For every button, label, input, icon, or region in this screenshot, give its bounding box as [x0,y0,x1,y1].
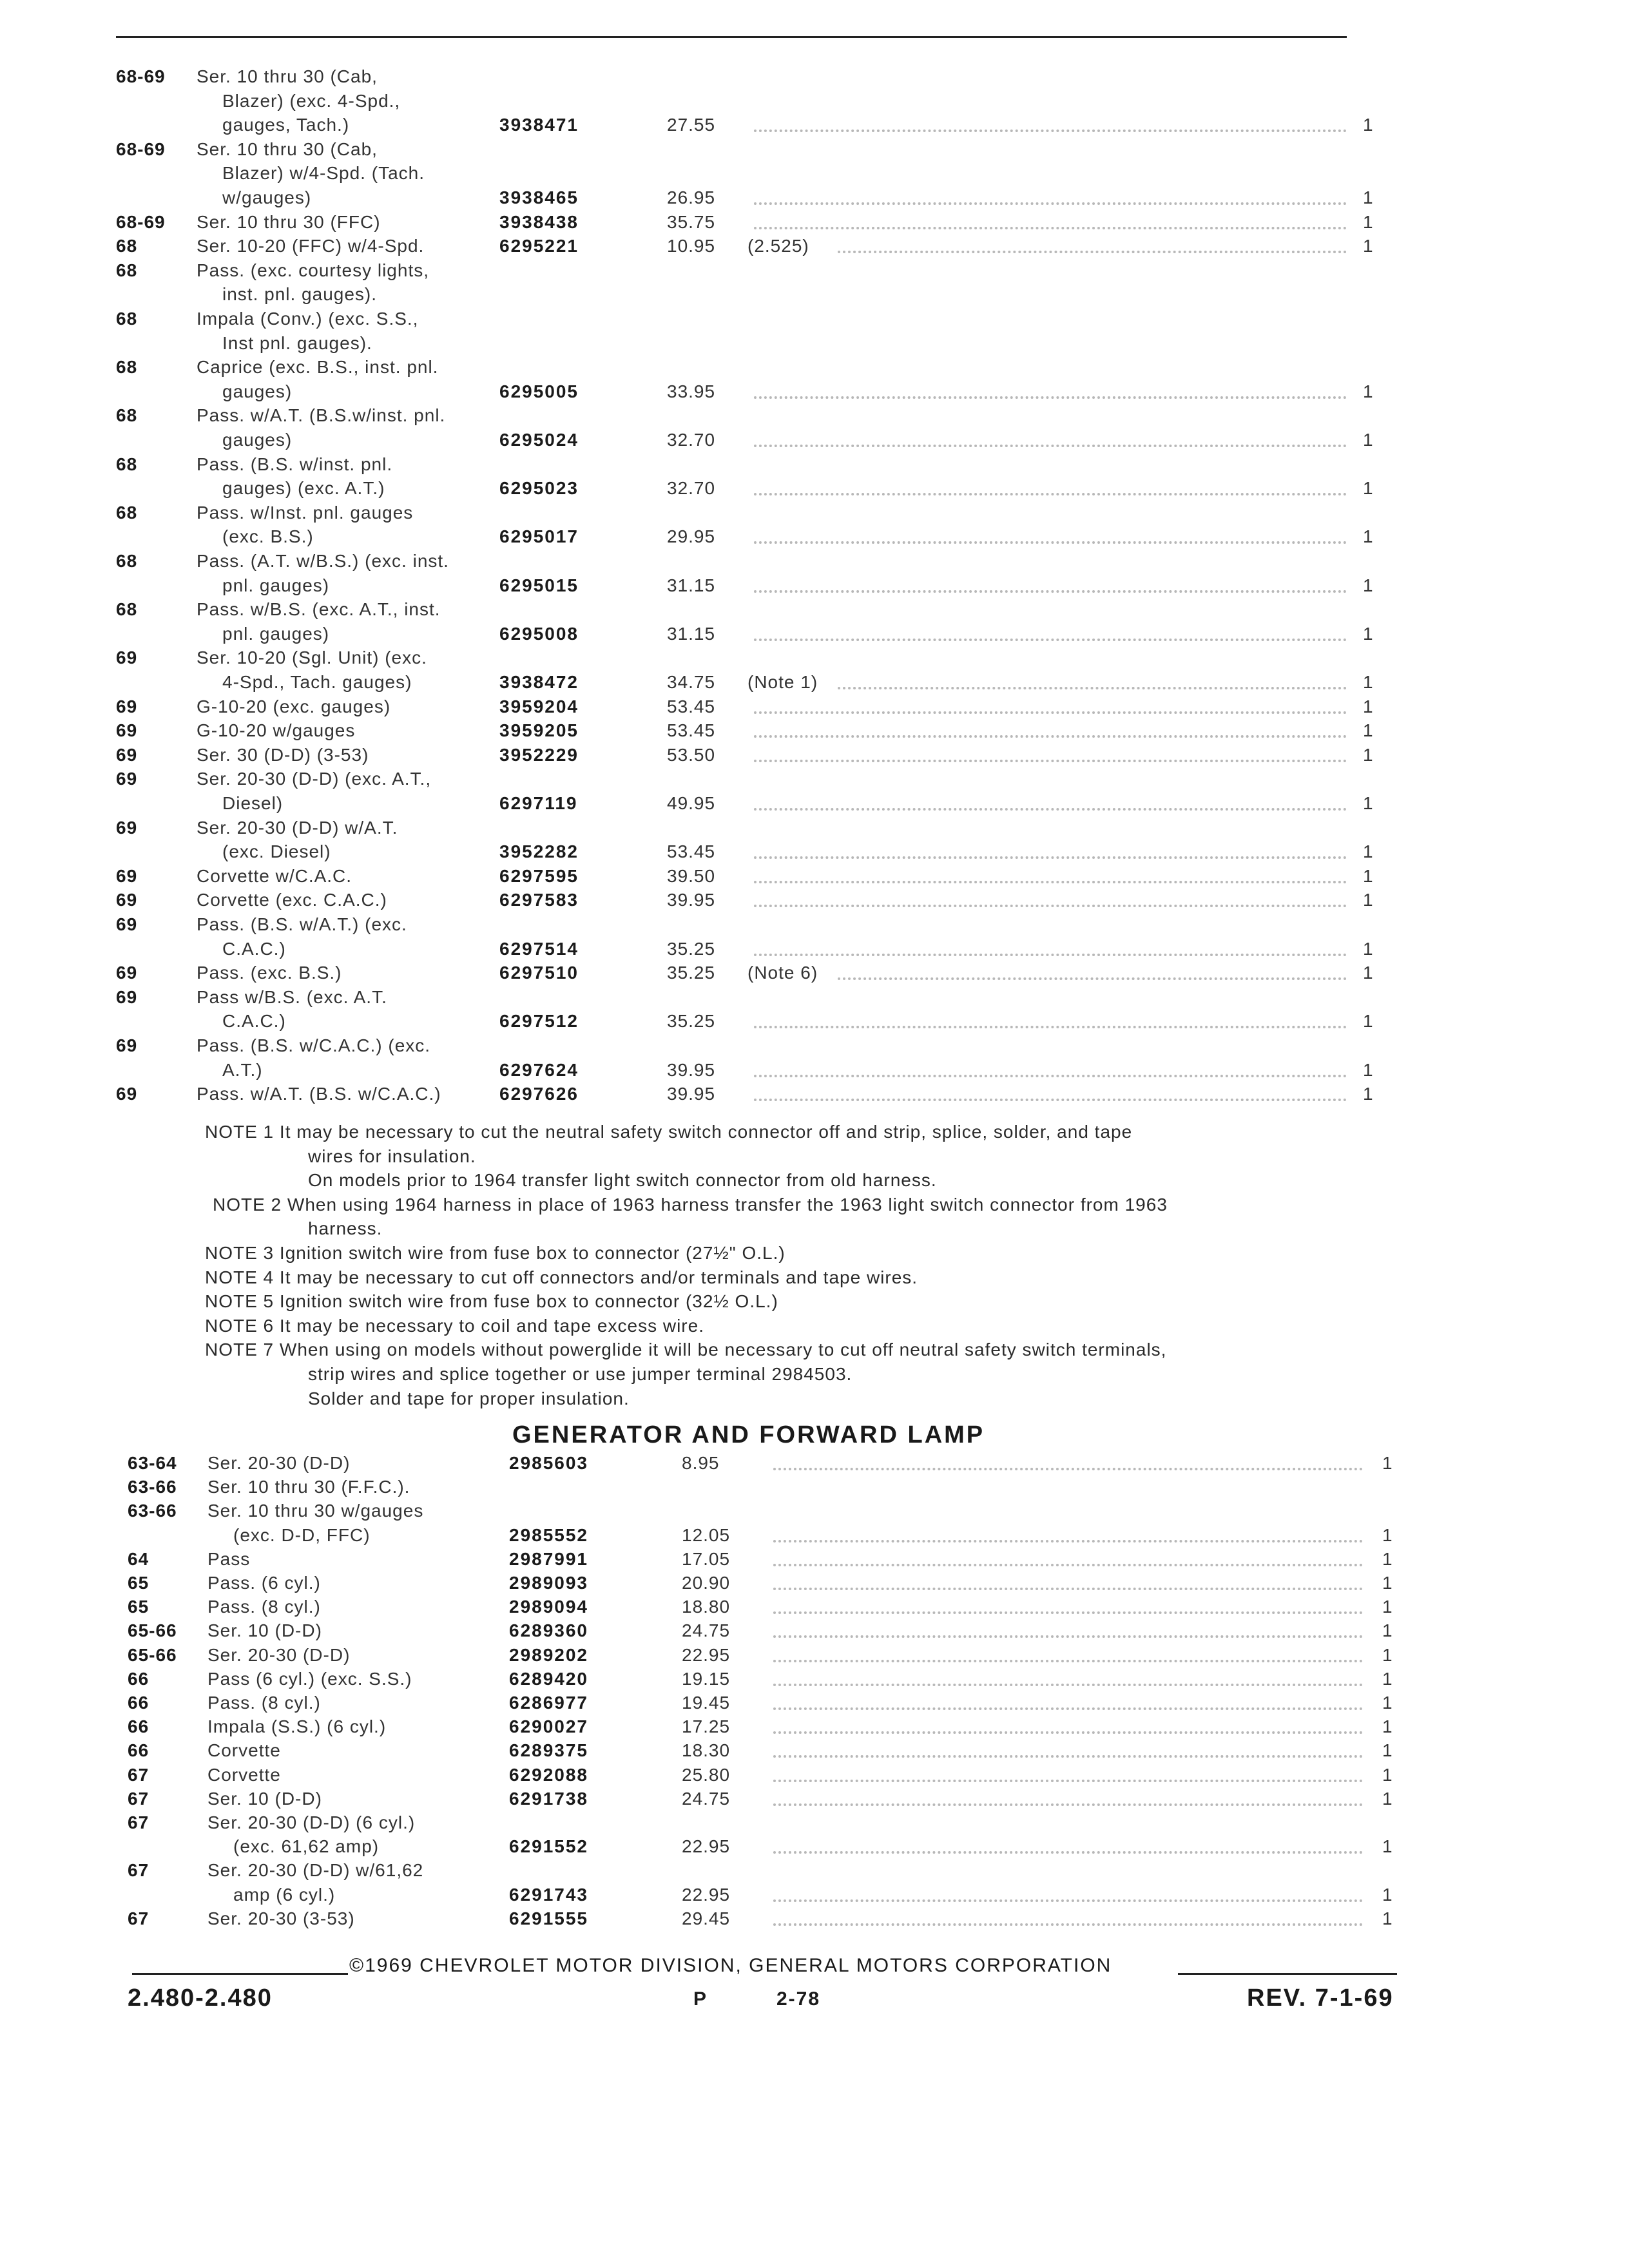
part-number: 6295024 [499,430,579,450]
part-number: 6295017 [499,526,579,547]
model-year: 69 [116,648,138,668]
reference-note: (Note 1) [747,672,818,692]
model-year: 67 [128,1908,149,1928]
quantity: 1 [1363,890,1373,910]
quantity: 1 [1382,1740,1393,1761]
top-rule [116,36,1347,38]
quantity: 1 [1382,1836,1393,1857]
page-number: 2-78 [776,1988,821,2010]
model-year: 68-69 [116,66,166,86]
leader-dots [754,1075,1347,1077]
part-number: 6292088 [509,1764,589,1785]
list-price: 22.95 [682,1836,731,1857]
quantity: 1 [1363,115,1373,135]
list-price: 53.50 [667,744,716,765]
application-text: C.A.C.) [222,1011,286,1032]
application-text: Ser. 30 (D-D) (3-53) [197,744,369,765]
list-price: 49.95 [667,793,716,813]
application-text: Ser. 10-20 (Sgl. Unit) (exc. [197,648,427,668]
part-number: 3959204 [499,696,579,716]
application-text: Corvette (exc. C.A.C.) [197,890,387,910]
leader-dots [754,1099,1347,1101]
application-text: pnl. gauges) [222,623,330,644]
list-price: 18.30 [682,1740,731,1761]
part-number: 6295005 [499,381,579,401]
list-price: 29.95 [667,526,716,547]
model-year: 63-66 [128,1477,177,1497]
footer-rule-right [1178,1973,1397,1975]
leader-dots [754,639,1347,641]
part-number: 2985552 [509,1524,589,1545]
model-year: 68 [116,236,138,256]
part-number: 3952229 [499,744,579,765]
part-number: 3938438 [499,211,579,232]
leader-dots [773,1707,1363,1710]
application-text: Ser. 10 thru 30 (F.F.C.). [207,1477,410,1497]
quantity: 1 [1363,430,1373,450]
quantity: 1 [1363,526,1373,547]
list-price: 35.25 [667,1011,716,1032]
reference-note: (2.525) [747,236,809,256]
model-year: 65 [128,1573,149,1593]
list-price: 53.45 [667,841,716,862]
application-text: Pass. w/A.T. (B.S.w/inst. pnl. [197,405,446,426]
model-year: 69 [116,720,138,741]
model-year: 66 [128,1693,149,1713]
model-year: 69 [116,890,138,910]
application-text: Pass [207,1548,251,1569]
part-number: 3938471 [499,115,579,135]
list-price: 19.45 [682,1693,731,1713]
model-year: 68 [116,357,138,378]
model-year: 69 [116,1084,138,1104]
quantity: 1 [1363,1084,1373,1104]
application-text: Ser. 10 thru 30 (Cab, [197,139,378,159]
part-number: 6291743 [509,1884,589,1905]
application-text: w/gauges) [222,187,312,207]
quantity: 1 [1363,236,1373,256]
model-year: 68-69 [116,139,166,159]
application-text: G-10-20 w/gauges [197,720,356,741]
application-text: Pass. (B.S. w/inst. pnl. [197,454,393,474]
quantity: 1 [1382,1764,1393,1785]
part-number: 3952282 [499,841,579,862]
model-year: 69 [116,696,138,716]
part-number: 6291552 [509,1836,589,1857]
part-number: 2989094 [509,1597,589,1617]
application-text: Ser. 10 thru 30 (Cab, [197,66,378,86]
list-price: 19.15 [682,1668,731,1689]
part-number: 6290027 [509,1716,589,1737]
part-number: 2985603 [509,1453,589,1473]
application-text: gauges) (exc. A.T.) [222,478,385,499]
part-number: 6295015 [499,575,579,595]
list-price: 31.15 [667,623,716,644]
application-text: inst. pnl. gauges). [222,284,378,305]
leader-dots [754,493,1347,495]
note-line: wires for insulation. [308,1146,476,1166]
application-text: gauges) [222,381,293,401]
application-text: Ser. 20-30 (3-53) [207,1908,355,1928]
leader-dots [838,251,1347,253]
model-year: 63-64 [128,1453,177,1473]
list-price: 53.45 [667,720,716,741]
note-line: NOTE 5 Ignition switch wire from fuse box to connector (32½ O.L.) [205,1291,778,1312]
quantity: 1 [1363,938,1373,959]
list-price: 32.70 [667,478,716,499]
leader-dots [754,445,1347,447]
quantity: 1 [1363,720,1373,741]
model-year: 68 [116,260,138,280]
list-price: 20.90 [682,1573,731,1593]
application-text: amp (6 cyl.) [233,1884,336,1905]
application-text: Blazer) (exc. 4-Spd., [222,90,401,111]
model-year: 67 [128,1764,149,1785]
leader-dots [754,905,1347,907]
part-number: 6297626 [499,1084,579,1104]
part-number: 6289375 [509,1740,589,1761]
leader-dots [773,1660,1363,1662]
page-label: P [693,1988,708,2010]
leader-dots [773,1780,1363,1782]
application-text: Pass. (8 cyl.) [207,1693,321,1713]
application-text: G-10-20 (exc. gauges) [197,696,391,716]
leader-dots [754,735,1347,738]
part-number: 6295008 [499,623,579,644]
model-year: 68 [116,502,138,523]
note-line: harness. [308,1218,383,1239]
model-year: 65-66 [128,1620,177,1641]
list-price: 35.75 [667,211,716,232]
leader-dots [754,202,1347,205]
model-year: 64 [128,1548,149,1569]
list-price: 35.25 [667,963,716,983]
application-text: Pass. (exc. courtesy lights, [197,260,430,280]
list-price: 18.80 [682,1597,731,1617]
application-text: Diesel) [222,793,284,813]
model-year: 67 [128,1812,149,1832]
quantity: 1 [1363,793,1373,813]
application-text: Pass. (exc. B.S.) [197,963,342,983]
leader-dots [773,1731,1363,1734]
list-price: 39.95 [667,1059,716,1080]
leader-dots [754,590,1347,593]
application-text: (exc. 61,62 amp) [233,1836,380,1857]
quantity: 1 [1363,841,1373,862]
application-text: Ser. 20-30 (D-D) [207,1453,351,1473]
model-year: 65 [128,1597,149,1617]
model-year: 68 [116,405,138,426]
application-text: (exc. D-D, FFC) [233,1524,371,1545]
list-price: 34.75 [667,672,716,692]
list-price: 24.75 [682,1788,731,1809]
quantity: 1 [1382,1548,1393,1569]
list-price: 31.15 [667,575,716,595]
list-price: 35.25 [667,938,716,959]
part-number: 6297583 [499,890,579,910]
application-text: A.T.) [222,1059,263,1080]
list-price: 53.45 [667,696,716,716]
model-year: 69 [116,1035,138,1055]
leader-dots [773,1588,1363,1590]
application-text: Pass. w/Inst. pnl. gauges [197,502,414,523]
application-text: gauges, Tach.) [222,115,350,135]
note-line: On models prior to 1964 transfer light switch connector from old harness. [308,1170,937,1191]
leader-dots [754,808,1347,811]
application-text: Ser. 10 thru 30 w/gauges [207,1501,424,1521]
quantity: 1 [1363,381,1373,401]
model-year: 68 [116,599,138,620]
part-number: 6289420 [509,1668,589,1689]
application-text: C.A.C.) [222,938,286,959]
application-text: Corvette [207,1740,281,1761]
application-text: pnl. gauges) [222,575,330,595]
quantity: 1 [1382,1453,1393,1473]
part-number: 6295023 [499,478,579,499]
part-number: 2989093 [509,1573,589,1593]
quantity: 1 [1382,1597,1393,1617]
list-price: 32.70 [667,430,716,450]
list-price: 22.95 [682,1884,731,1905]
application-text: Inst pnl. gauges). [222,332,372,353]
leader-dots [754,711,1347,714]
quantity: 1 [1363,187,1373,207]
leader-dots [773,1635,1363,1638]
list-price: 39.95 [667,1084,716,1104]
note-line: strip wires and splice together or use jumper terminal 2984503. [308,1364,853,1384]
application-text: Ser. 20-30 (D-D) (6 cyl.) [207,1812,416,1832]
application-text: Ser. 10 (D-D) [207,1620,322,1641]
model-year: 68 [116,551,138,571]
leader-dots [754,856,1347,859]
quantity: 1 [1363,672,1373,692]
part-number: 6286977 [509,1693,589,1713]
application-text: Corvette w/C.A.C. [197,865,352,886]
quantity: 1 [1363,1059,1373,1080]
model-year: 66 [128,1716,149,1737]
part-number: 6297624 [499,1059,579,1080]
part-number: 6297512 [499,1011,579,1032]
note-line: NOTE 1 It may be necessary to cut the neutral safety switch connector off and strip, splice, solder, and tape [205,1122,1133,1142]
model-year: 69 [116,769,138,789]
leader-dots [773,1755,1363,1758]
application-text: 4-Spd., Tach. gauges) [222,672,412,692]
application-text: Pass. (B.S. w/C.A.C.) (exc. [197,1035,431,1055]
application-text: Blazer) w/4-Spd. (Tach. [222,163,425,184]
model-year: 63-66 [128,1501,177,1521]
quantity: 1 [1382,1620,1393,1641]
leader-dots [773,1611,1363,1614]
leader-dots [754,881,1347,883]
reference-note: (Note 6) [747,963,818,983]
leader-dots [754,541,1347,544]
leader-dots [754,760,1347,762]
model-year: 69 [116,963,138,983]
application-text: Impala (S.S.) (6 cyl.) [207,1716,387,1737]
quantity: 1 [1363,1011,1373,1032]
quantity: 1 [1382,1716,1393,1737]
footer-rule-left [132,1973,348,1975]
model-year: 69 [116,986,138,1007]
model-year: 68 [116,454,138,474]
list-price: 26.95 [667,187,716,207]
note-line: NOTE 6 It may be necessary to coil and tape excess wire. [205,1315,704,1336]
quantity: 1 [1363,211,1373,232]
list-price: 25.80 [682,1764,731,1785]
model-year: 65-66 [128,1644,177,1665]
model-year: 69 [116,744,138,765]
list-price: 29.45 [682,1908,731,1928]
application-text: Impala (Conv.) (exc. S.S., [197,309,419,329]
list-price: 10.95 [667,236,716,256]
application-text: Pass (6 cyl.) (exc. S.S.) [207,1668,412,1689]
note-line: NOTE 3 Ignition switch wire from fuse box to connector (27½" O.L.) [205,1243,786,1263]
quantity: 1 [1382,1524,1393,1545]
application-text: Corvette [207,1764,281,1785]
group-number: 2.480-2.480 [128,1984,273,2012]
note-line: Solder and tape for proper insulation. [308,1388,630,1408]
part-number: 6295221 [499,236,579,256]
application-text: Pass w/B.S. (exc. A.T. [197,986,387,1007]
list-price: 39.50 [667,865,716,886]
leader-dots [773,1540,1363,1542]
list-price: 17.25 [682,1716,731,1737]
application-text: Ser. 20-30 (D-D) [207,1644,351,1665]
part-number: 6291738 [509,1788,589,1809]
quantity: 1 [1363,478,1373,499]
part-number: 6289360 [509,1620,589,1641]
leader-dots [838,977,1347,980]
application-text: Ser. 20-30 (D-D) (exc. A.T., [197,769,432,789]
list-price: 33.95 [667,381,716,401]
application-text: Pass. (6 cyl.) [207,1573,321,1593]
part-number: 2989202 [509,1644,589,1665]
quantity: 1 [1363,865,1373,886]
part-number: 3938472 [499,672,579,692]
quantity: 1 [1382,1693,1393,1713]
leader-dots [773,1564,1363,1566]
application-text: Ser. 20-30 (D-D) w/61,62 [207,1860,424,1881]
note-line: NOTE 4 It may be necessary to cut off connectors and/or terminals and tape wires. [205,1267,918,1287]
list-price: 24.75 [682,1620,731,1641]
quantity: 1 [1363,623,1373,644]
part-number: 3938465 [499,187,579,207]
leader-dots [773,1923,1363,1926]
quantity: 1 [1363,963,1373,983]
application-text: Ser. 10-20 (FFC) w/4-Spd. [197,236,425,256]
leader-dots [754,954,1347,956]
section-heading: GENERATOR AND FORWARD LAMP [512,1421,985,1448]
application-text: (exc. B.S.) [222,526,314,547]
part-number: 2987991 [509,1548,589,1569]
model-year: 66 [128,1668,149,1689]
model-year: 68 [116,309,138,329]
leader-dots [754,130,1347,132]
application-text: Ser. 20-30 (D-D) w/A.T. [197,817,398,838]
leader-dots [754,227,1347,229]
model-year: 69 [116,817,138,838]
quantity: 1 [1382,1788,1393,1809]
application-text: Pass. (B.S. w/A.T.) (exc. [197,914,407,934]
leader-dots [754,396,1347,399]
application-text: Pass. w/B.S. (exc. A.T., inst. [197,599,441,620]
application-text: Ser. 10 thru 30 (FFC) [197,211,381,232]
quantity: 1 [1363,696,1373,716]
quantity: 1 [1382,1908,1393,1928]
application-text: Ser. 10 (D-D) [207,1788,322,1809]
application-text: Pass. (8 cyl.) [207,1597,321,1617]
leader-dots [773,1468,1363,1470]
leader-dots [754,1026,1347,1028]
part-number: 6291555 [509,1908,589,1928]
application-text: gauges) [222,430,293,450]
model-year: 67 [128,1860,149,1881]
copyright-text: ©1969 CHEVROLET MOTOR DIVISION, GENERAL MOTORS CORPORATION [349,1955,1112,1976]
list-price: 22.95 [682,1644,731,1665]
list-price: 39.95 [667,890,716,910]
leader-dots [773,1803,1363,1806]
application-text: (exc. Diesel) [222,841,331,862]
quantity: 1 [1382,1573,1393,1593]
part-number: 3959205 [499,720,579,741]
list-price: 12.05 [682,1524,731,1545]
quantity: 1 [1382,1884,1393,1905]
leader-dots [773,1851,1363,1854]
application-text: Pass. (A.T. w/B.S.) (exc. inst. [197,551,449,571]
part-number: 6297119 [499,793,578,813]
quantity: 1 [1382,1668,1393,1689]
leader-dots [838,687,1347,689]
model-year: 69 [116,865,138,886]
list-price: 8.95 [682,1453,720,1473]
model-year: 67 [128,1788,149,1809]
leader-dots [773,1899,1363,1902]
part-number: 6297595 [499,865,579,886]
model-year: 68-69 [116,211,166,232]
quantity: 1 [1382,1644,1393,1665]
revision-date: REV. 7-1-69 [1247,1984,1394,2012]
model-year: 66 [128,1740,149,1761]
quantity: 1 [1363,744,1373,765]
note-line: NOTE 2 When using 1964 harness in place of 1963 harness transfer the 1963 light switch connector from 1963 [213,1194,1168,1215]
quantity: 1 [1363,575,1373,595]
list-price: 27.55 [667,115,716,135]
part-number: 6297514 [499,938,579,959]
list-price: 17.05 [682,1548,731,1569]
application-text: Pass. w/A.T. (B.S. w/C.A.C.) [197,1084,441,1104]
note-line: NOTE 7 When using on models without powerglide it will be necessary to cut off neutral safety switch terminals, [205,1340,1167,1360]
part-number: 6297510 [499,963,579,983]
model-year: 69 [116,914,138,934]
leader-dots [773,1684,1363,1686]
application-text: Caprice (exc. B.S., inst. pnl. [197,357,439,378]
